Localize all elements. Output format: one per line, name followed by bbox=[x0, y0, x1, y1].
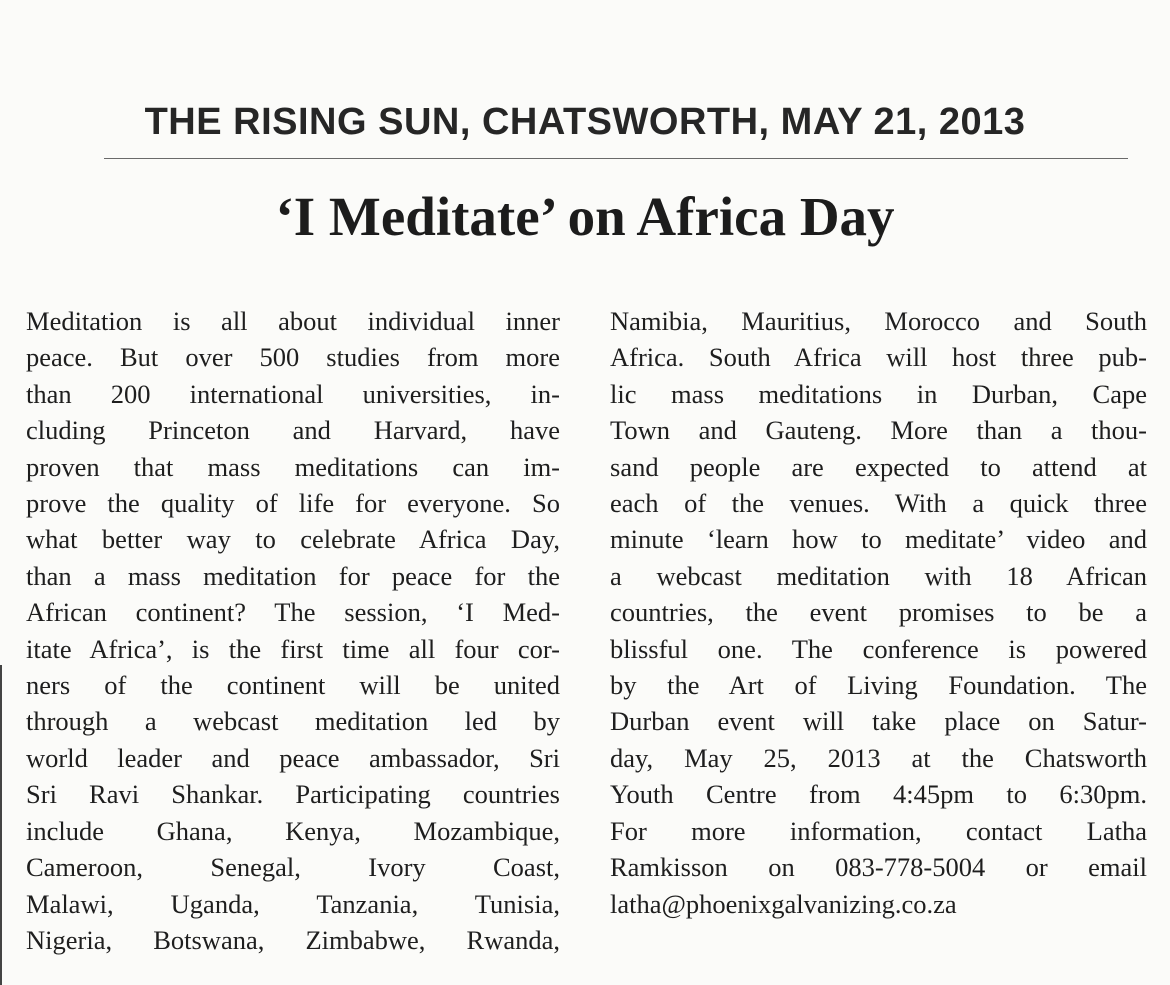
article-column-1 bbox=[26, 303, 560, 958]
headline: ‘I Meditate’ on Africa Day bbox=[275, 186, 895, 247]
text-line: Nigeria, Botswana, Zimbabwe, Rwanda, bbox=[26, 924, 560, 955]
text-line: Durban event will take place on Satur- bbox=[610, 706, 1147, 737]
text-line: through a webcast meditation led by bbox=[26, 706, 560, 737]
text-line: minute ‘learn how to meditate’ video and bbox=[610, 524, 1147, 555]
text-line: sand people are expected to attend at bbox=[610, 451, 1147, 482]
text-line: Namibia, Mauritius, Morocco and South bbox=[610, 306, 1147, 336]
masthead: THE RISING SUN, CHATSWORTH, MAY 21, 2013 bbox=[144, 101, 1026, 143]
text-line: Cameroon, Senegal, Ivory Coast, bbox=[26, 852, 560, 883]
text-line: itate Africa’, is the first time all four cor- bbox=[26, 633, 560, 664]
text-line: countries, the event promises to be a bbox=[610, 597, 1147, 628]
text-line: what better way to celebrate Africa Day, bbox=[26, 524, 560, 555]
text-line: African continent? The session, ‘I Med- bbox=[26, 597, 560, 628]
text-line: Youth Centre from 4:45pm to 6:30pm. bbox=[610, 779, 1147, 810]
text-line: latha@phoenixgalvanizing.co.za bbox=[610, 888, 957, 919]
text-line: than 200 international universities, in- bbox=[26, 378, 560, 409]
text-line: each of the venues. With a quick three bbox=[610, 488, 1147, 519]
text-line: Town and Gauteng. More than a thou- bbox=[610, 415, 1147, 446]
text-line: proven that mass meditations can im- bbox=[26, 451, 560, 482]
text-line: include Ghana, Kenya, Mozambique, bbox=[26, 815, 560, 846]
column-1-text bbox=[26, 303, 560, 958]
margin-bar bbox=[0, 665, 2, 985]
text-line: peace. But over 500 studies from more bbox=[26, 342, 560, 373]
text-line: Sri Ravi Shankar. Participating countries bbox=[26, 779, 560, 810]
text-line: lic mass meditations in Durban, Cape bbox=[610, 378, 1147, 409]
text-line: Malawi, Uganda, Tanzania, Tunisia, bbox=[26, 888, 560, 919]
text-line: world leader and peace ambassador, Sri bbox=[26, 742, 560, 773]
text-line: cluding Princeton and Harvard, have bbox=[26, 415, 560, 446]
text-line: ners of the continent will be united bbox=[26, 670, 560, 701]
text-line: blissful one. The conference is powered bbox=[610, 633, 1147, 664]
masthead-divider bbox=[104, 158, 1128, 159]
article-column-2 bbox=[610, 303, 1147, 922]
text-line: Africa. South Africa will host three pub- bbox=[610, 342, 1147, 373]
text-line: day, May 25, 2013 at the Chatsworth bbox=[610, 742, 1147, 773]
text-line: Meditation is all about individual inner bbox=[26, 306, 560, 336]
text-line: by the Art of Living Foundation. The bbox=[610, 670, 1147, 701]
text-line: Ramkisson on 083-778-5004 or email bbox=[610, 852, 1147, 883]
text-line: For more information, contact Latha bbox=[610, 815, 1147, 846]
text-line: than a mass meditation for peace for the bbox=[26, 560, 560, 591]
column-2-text bbox=[610, 303, 1147, 922]
text-line: prove the quality of life for everyone. So bbox=[26, 488, 560, 519]
text-line: a webcast meditation with 18 African bbox=[610, 560, 1147, 591]
